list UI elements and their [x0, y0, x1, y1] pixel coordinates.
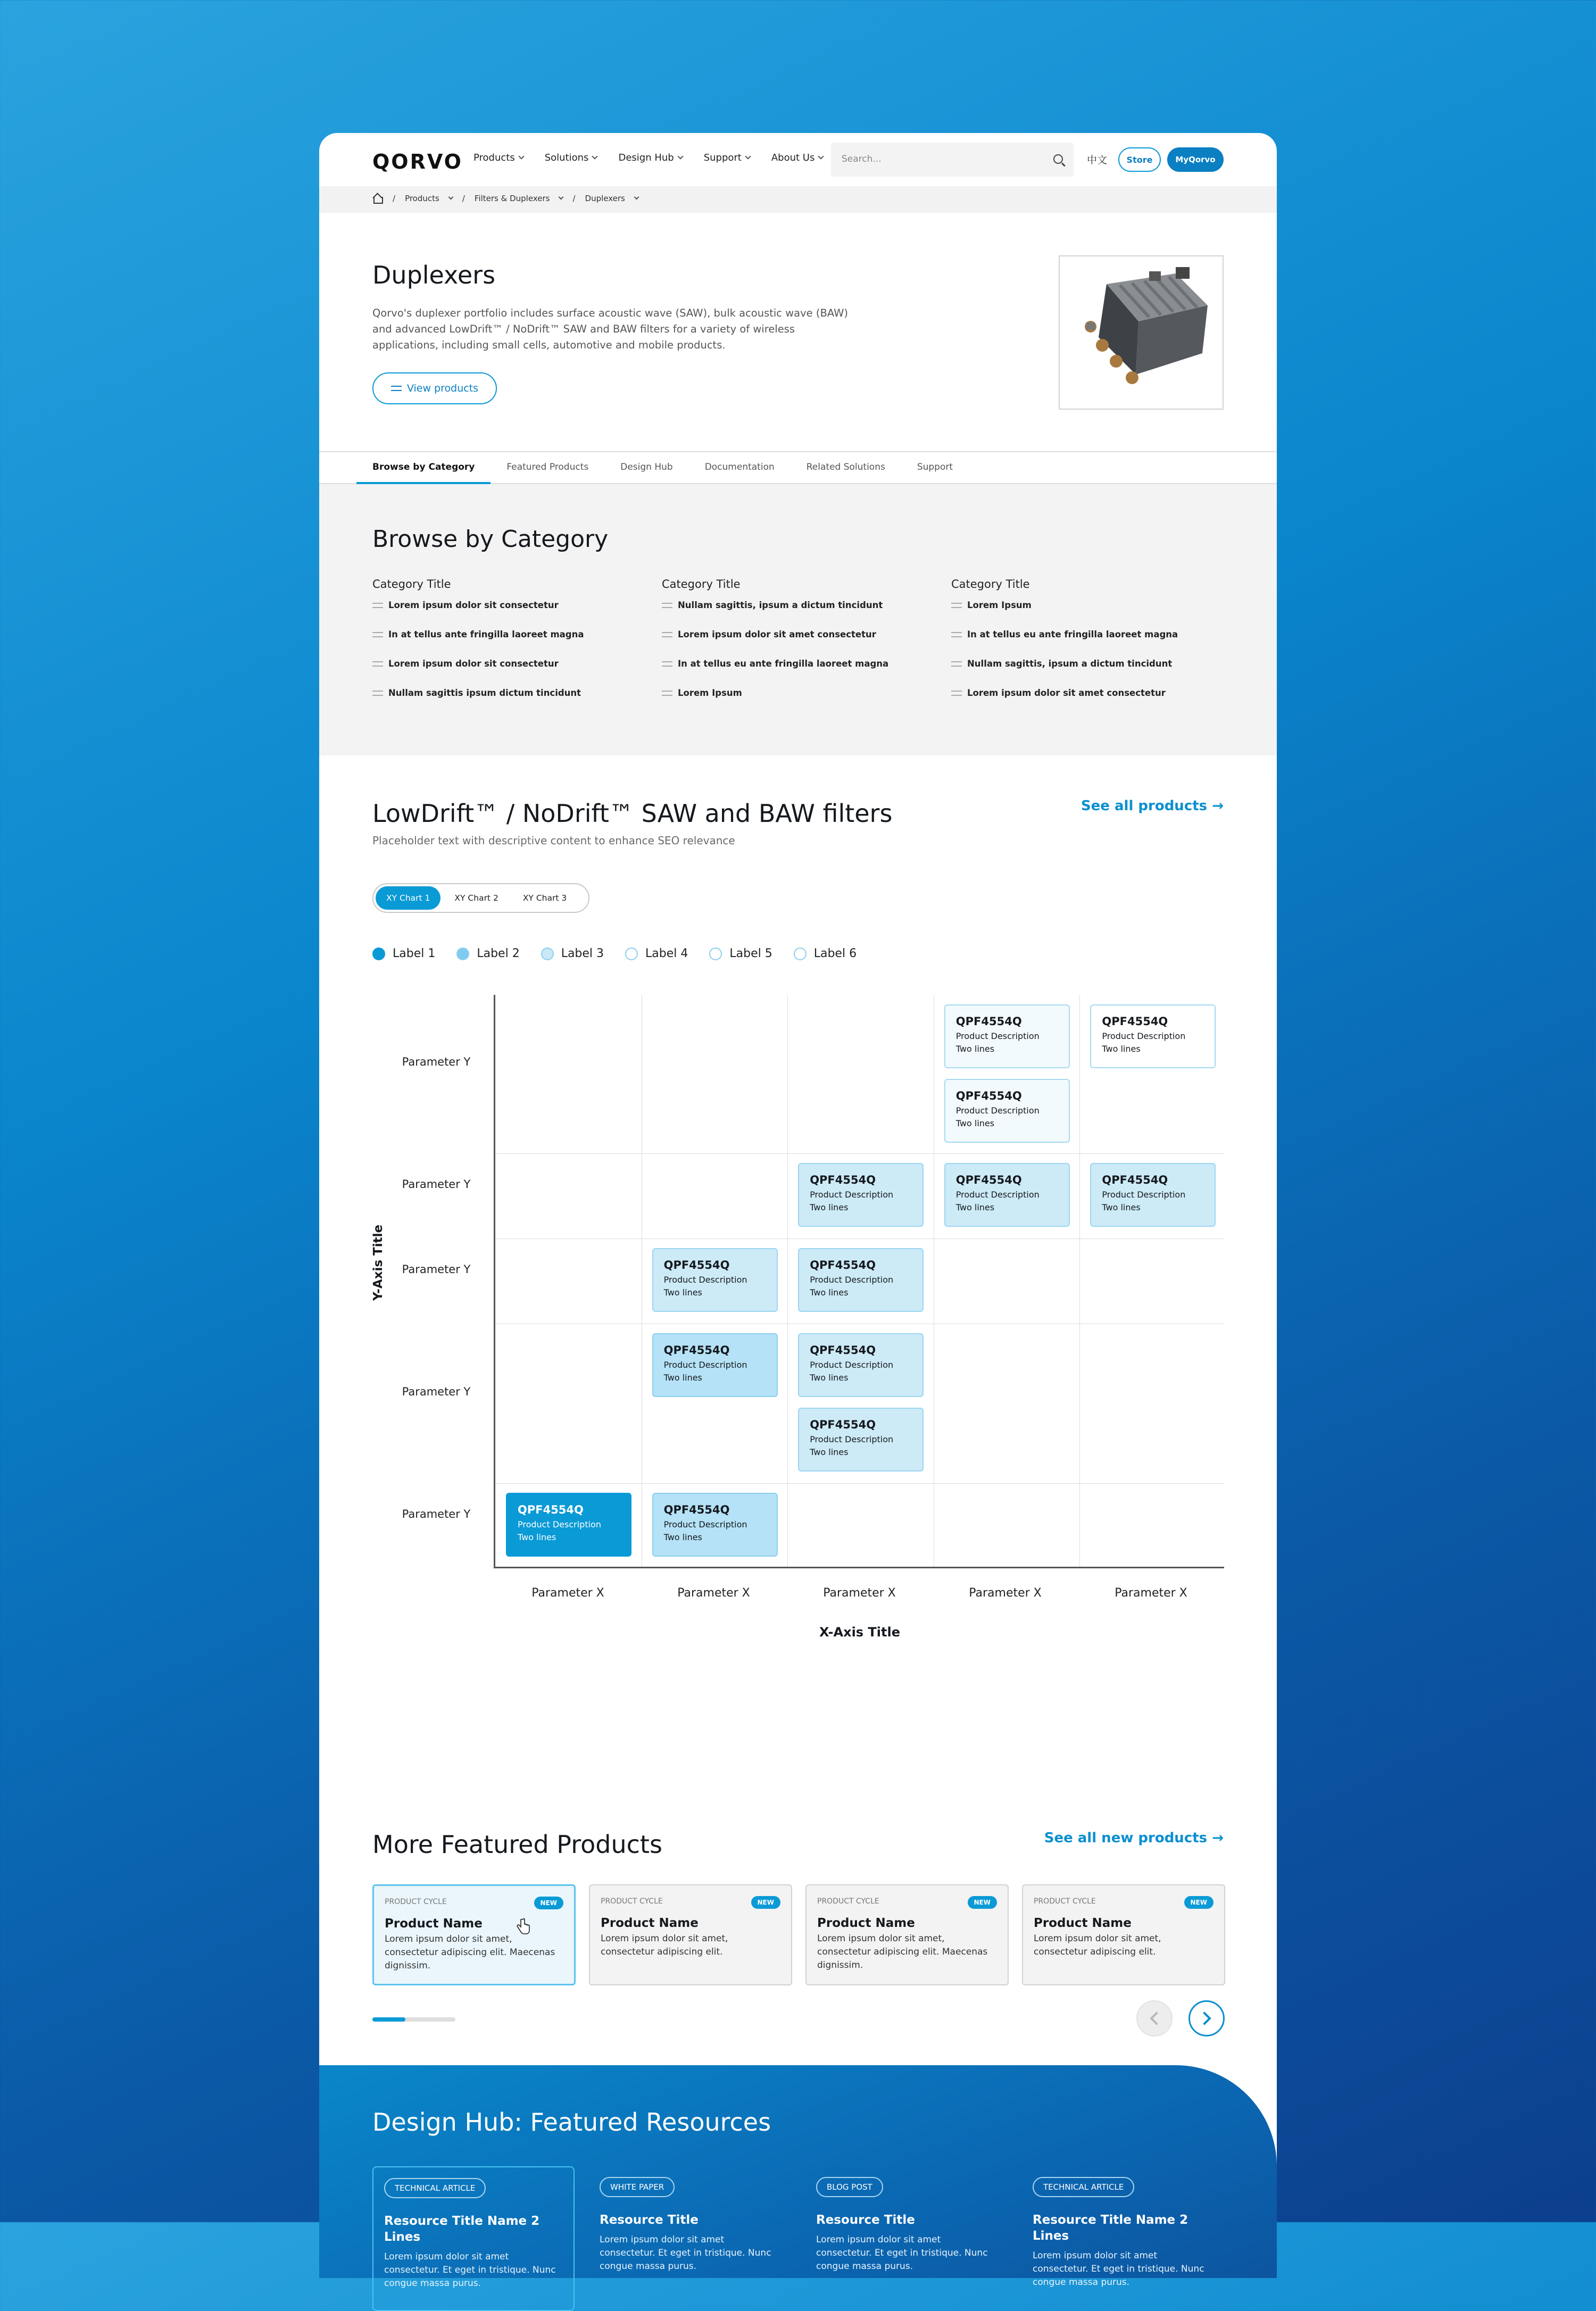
- category-link[interactable]: [951, 600, 1241, 629]
- tab-featured-products[interactable]: Featured Products: [506, 462, 589, 472]
- product-part-number: QPF4554Q: [810, 1418, 876, 1431]
- product-part-number: QPF4554Q: [663, 1259, 730, 1271]
- product-description: Product Description: [663, 1275, 747, 1285]
- filter-icon: [372, 660, 382, 668]
- carousel-prev-button[interactable]: [1136, 2000, 1173, 2036]
- breadcrumb-products[interactable]: Products: [405, 194, 439, 203]
- product-description-line2: Two lines: [955, 1044, 995, 1054]
- x-axis-title: X-Axis Title: [819, 1625, 901, 1640]
- nav-label: Products: [473, 152, 515, 163]
- featured-product-card[interactable]: [589, 1884, 792, 1985]
- legend-item[interactable]: [794, 947, 857, 960]
- category-title: Category Title: [951, 578, 1030, 591]
- product-image: [1059, 255, 1224, 410]
- category-link[interactable]: [372, 688, 662, 717]
- category-link[interactable]: [662, 600, 951, 629]
- product-description: Product Description: [955, 1031, 1040, 1041]
- category-link-label: Lorem ipsum dolor sit consectetur: [388, 659, 559, 669]
- resource-card[interactable]: [1022, 2166, 1224, 2311]
- product-part-number: QPF4554Q: [955, 1174, 1022, 1186]
- category-link-label: Nullam sagittis, ipsum a dictum tincidunt: [967, 659, 1173, 669]
- x-tick-label: Parameter X: [969, 1586, 1042, 1600]
- resource-card[interactable]: [589, 2166, 791, 2311]
- category-link[interactable]: [951, 629, 1241, 659]
- breadcrumb: [319, 186, 1277, 213]
- chart-product-card[interactable]: [506, 1493, 631, 1557]
- see-all-products-link[interactable]: [1081, 798, 1224, 814]
- legend-label: Label 1: [393, 947, 436, 960]
- chevron-right-icon: [1198, 2011, 1211, 2025]
- section-subtitle: Placeholder text with descriptive content to enhance SEO relevance: [372, 834, 735, 847]
- category-link-label: In at tellus eu ante fringilla laoreet magna: [967, 629, 1178, 639]
- legend-label: Label 3: [561, 947, 604, 960]
- category-columns: [372, 578, 1241, 717]
- category-link[interactable]: [951, 659, 1241, 688]
- y-tick-label: Parameter Y: [402, 1178, 471, 1191]
- design-hub-section: [319, 2065, 1277, 2289]
- x-tick-label: Parameter X: [677, 1586, 750, 1600]
- section-tabs: [319, 451, 1277, 484]
- chart-product-card[interactable]: [798, 1163, 924, 1227]
- filter-icon: [951, 689, 961, 697]
- see-all-new-label: See all new products: [1044, 1830, 1208, 1846]
- chart-product-card[interactable]: [798, 1333, 924, 1397]
- arrow-right-icon: →: [1212, 798, 1224, 814]
- filter-icon: [951, 660, 961, 668]
- product-description: Product Description: [810, 1190, 894, 1200]
- product-cycle: PRODUCT CYCLE: [385, 1898, 447, 1906]
- product-description-line2: Two lines: [810, 1202, 849, 1212]
- category-link[interactable]: [662, 688, 951, 717]
- arrow-right-icon: →: [1212, 1830, 1224, 1846]
- filter-icon: [391, 384, 402, 393]
- nav-label: About Us: [771, 152, 815, 163]
- category-link-label: In at tellus eu ante fringilla laoreet magna: [678, 659, 889, 669]
- search-placeholder: Search...: [842, 154, 882, 164]
- page-container: [319, 133, 1277, 2289]
- home-icon[interactable]: [372, 194, 383, 203]
- legend-dot: [709, 947, 722, 960]
- product-name: Product Name: [817, 1916, 915, 1930]
- product-description: Product Description: [518, 1519, 601, 1529]
- legend-dot: [794, 947, 807, 960]
- product-cycle: PRODUCT CYCLE: [817, 1897, 879, 1906]
- category-link-label: Nullam sagittis, ipsum a dictum tincidunt: [678, 600, 883, 610]
- product-part-number: QPF4554Q: [1102, 1015, 1168, 1028]
- legend-item[interactable]: [456, 947, 519, 960]
- product-part-number: QPF4554Q: [1102, 1174, 1168, 1186]
- legend-dot: [372, 947, 385, 960]
- tab-support[interactable]: Support: [917, 462, 953, 472]
- category-link[interactable]: [662, 659, 951, 688]
- chevron-down-icon: [592, 153, 598, 159]
- category-link-label: Nullam sagittis ipsum dictum tincidunt: [388, 688, 581, 698]
- x-tick-label: Parameter X: [1115, 1586, 1187, 1600]
- category-title: Category Title: [372, 578, 451, 591]
- carousel-progress-fill: [372, 2017, 405, 2022]
- resource-description: Lorem ipsum dolor sit amet consectetur. Et eget in tristique. Nunc congue massa purus.: [1033, 2250, 1204, 2288]
- filter-icon: [662, 689, 671, 697]
- chart-tab-3[interactable]: XY Chart 3: [522, 893, 567, 903]
- category-link[interactable]: [951, 688, 1241, 717]
- y-axis-title: Y-Axis Title: [371, 1224, 385, 1301]
- xy-chart: [319, 995, 1277, 1665]
- product-description: Product Description: [810, 1275, 894, 1285]
- product-part-number: QPF4554Q: [518, 1503, 584, 1516]
- resource-card[interactable]: [805, 2166, 1008, 2311]
- category-link[interactable]: [662, 629, 951, 659]
- chart-tabs: [372, 883, 589, 913]
- new-badge: NEW: [968, 1896, 997, 1909]
- product-part-number: QPF4554Q: [663, 1503, 730, 1516]
- legend-label: Label 6: [813, 947, 857, 960]
- chevron-left-icon: [1150, 2011, 1163, 2025]
- y-tick-label: Parameter Y: [402, 1055, 471, 1068]
- category-link-label: In at tellus ante fringilla laoreet magna: [388, 629, 584, 639]
- breadcrumb-filters[interactable]: Filters & Duplexers: [474, 194, 550, 203]
- resource-title: Resource Title: [816, 2213, 915, 2227]
- carousel-next-button[interactable]: [1188, 2000, 1225, 2036]
- category-link-label: Lorem ipsum dolor sit amet consectetur: [967, 688, 1166, 698]
- site-header: [319, 133, 1277, 186]
- product-description-line2: Two lines: [663, 1532, 702, 1542]
- product-description: Product Description: [1102, 1031, 1186, 1041]
- chart-product-card[interactable]: [1090, 1004, 1216, 1068]
- nav-support[interactable]: [704, 152, 750, 163]
- nav-label: Design Hub: [618, 152, 674, 163]
- browse-title: Browse by Category: [372, 526, 609, 553]
- filter-icon: [662, 601, 671, 610]
- chart-product-card[interactable]: [798, 1248, 924, 1312]
- store-button[interactable]: Store: [1118, 147, 1161, 172]
- page-intro: Qorvo's duplexer portfolio includes surface acoustic wave (SAW), bulk acoustic wave (BAW) and advanced LowDrift™ / NoDrift™ SAW and BAW filters for a variety of wireless applications, including small cells, automotive and mobile products.: [372, 307, 849, 351]
- chart-product-card[interactable]: [1090, 1163, 1216, 1227]
- chart-tab-1[interactable]: XY Chart 1: [376, 886, 440, 910]
- product-part-number: QPF4554Q: [955, 1090, 1022, 1102]
- chevron-down-icon[interactable]: [634, 195, 639, 200]
- category-link-label: Lorem Ipsum: [967, 600, 1032, 610]
- resource-tag: BLOG POST: [816, 2177, 883, 2197]
- category-title: Category Title: [662, 578, 741, 591]
- breadcrumb-duplexers[interactable]: Duplexers: [585, 194, 625, 203]
- resource-tag: TECHNICAL ARTICLE: [1033, 2177, 1134, 2197]
- tab-related-solutions[interactable]: Related Solutions: [806, 462, 885, 472]
- see-all-label: See all products: [1080, 798, 1208, 814]
- search-icon[interactable]: [1053, 154, 1063, 164]
- nav-about-us[interactable]: [771, 152, 824, 163]
- chevron-down-icon[interactable]: [559, 195, 564, 200]
- tab-browse-by-category[interactable]: Browse by Category: [356, 452, 491, 483]
- product-description-line2: Two lines: [663, 1373, 702, 1383]
- featured-product-card[interactable]: [805, 1884, 1009, 1985]
- myqorvo-button[interactable]: MyQorvo: [1167, 147, 1224, 172]
- product-description: Product Description: [810, 1434, 894, 1444]
- chart-product-card[interactable]: [798, 1408, 924, 1472]
- filter-icon: [662, 630, 671, 639]
- chart-legend: [372, 947, 857, 960]
- resource-tag: TECHNICAL ARTICLE: [384, 2178, 486, 2198]
- category-column: [662, 578, 951, 717]
- new-badge: NEW: [534, 1897, 563, 1909]
- legend-dot: [541, 947, 554, 960]
- grid-line: [495, 1483, 1224, 1484]
- chart-tab-2[interactable]: XY Chart 2: [454, 893, 498, 903]
- product-description: Product Description: [663, 1360, 747, 1370]
- new-badge: NEW: [1184, 1896, 1213, 1909]
- y-tick-label: Parameter Y: [402, 1385, 471, 1398]
- product-part-number: QPF4554Q: [810, 1259, 876, 1271]
- filter-icon: [372, 630, 382, 639]
- x-tick-label: Parameter X: [531, 1586, 604, 1600]
- chart-product-card[interactable]: [944, 1163, 1070, 1227]
- legend-dot: [456, 947, 469, 960]
- legend-item[interactable]: [372, 947, 435, 960]
- resource-title: Resource Title Name 2 Lines: [1033, 2213, 1188, 2243]
- chart-product-card[interactable]: [652, 1493, 778, 1557]
- nav-solutions[interactable]: [545, 152, 597, 163]
- chevron-down-icon: [677, 153, 683, 159]
- product-description: Lorem ipsum dolor sit amet, consectetur adipiscing elit.: [601, 1933, 728, 1957]
- category-link[interactable]: [372, 600, 662, 629]
- product-description-line2: Two lines: [955, 1118, 995, 1128]
- product-description-line2: Two lines: [810, 1447, 849, 1457]
- category-column: [372, 578, 662, 717]
- grid-line: [495, 1153, 1224, 1154]
- search-input[interactable]: [831, 143, 1074, 177]
- chart-product-card[interactable]: [652, 1248, 778, 1312]
- legend-label: Label 5: [729, 947, 772, 960]
- resource-title: Resource Title: [600, 2213, 699, 2227]
- nav-label: Solutions: [544, 152, 589, 163]
- see-all-new-products-link[interactable]: [1044, 1830, 1224, 1846]
- view-products-label: View products: [406, 383, 479, 394]
- product-description: Product Description: [955, 1105, 1040, 1116]
- product-description: Lorem ipsum dolor sit amet, consectetur adipiscing elit.: [1034, 1933, 1161, 1957]
- language-switch[interactable]: 中文: [1087, 154, 1108, 166]
- category-link[interactable]: [372, 659, 662, 688]
- resource-description: Lorem ipsum dolor sit amet consectetur. Et eget in tristique. Nunc congue massa purus.: [816, 2234, 988, 2272]
- product-name: Product Name: [601, 1916, 699, 1930]
- product-cycle: PRODUCT CYCLE: [1034, 1897, 1096, 1906]
- main-nav: [473, 152, 823, 163]
- product-description: Lorem ipsum dolor sit amet, consectetur adipiscing elit. Maecenas dignissim.: [817, 1933, 988, 1971]
- category-link-label: Lorem Ipsum: [678, 688, 742, 698]
- y-tick-label: Parameter Y: [402, 1508, 471, 1520]
- resource-card[interactable]: [372, 2166, 575, 2311]
- featured-title: More Featured Products: [372, 1830, 662, 1859]
- chevron-down-icon: [818, 153, 824, 159]
- chevron-down-icon[interactable]: [448, 195, 453, 200]
- featured-product-card[interactable]: [372, 1884, 576, 1985]
- chevron-down-icon: [518, 153, 524, 159]
- product-description: Product Description: [1102, 1190, 1186, 1200]
- grid-line: [495, 1238, 1224, 1239]
- product-description: Product Description: [810, 1360, 894, 1370]
- qorvo-logo[interactable]: QORVO: [372, 150, 463, 173]
- filter-icon: [372, 601, 382, 610]
- breadcrumb-separator: /: [572, 194, 576, 203]
- product-description: Product Description: [955, 1190, 1040, 1200]
- legend-item[interactable]: [625, 947, 688, 960]
- breadcrumb-separator: /: [462, 194, 465, 203]
- legend-dot: [625, 947, 638, 960]
- grid-line: [1079, 995, 1080, 1567]
- product-part-number: QPF4554Q: [810, 1174, 876, 1186]
- breadcrumb-separator: /: [393, 194, 396, 203]
- hand-cursor-icon: [516, 1918, 531, 1936]
- product-name: Product Name: [1034, 1916, 1132, 1930]
- product-description: Lorem ipsum dolor sit amet, consectetur adipiscing elit. Maecenas dignissim.: [385, 1934, 555, 1971]
- filter-icon: [951, 601, 961, 610]
- tab-documentation[interactable]: Documentation: [704, 462, 775, 472]
- product-description-line2: Two lines: [1102, 1044, 1141, 1054]
- nav-products[interactable]: [473, 152, 523, 163]
- product-description-line2: Two lines: [810, 1287, 849, 1298]
- chart-product-card[interactable]: [652, 1333, 778, 1397]
- filter-icon: [951, 630, 961, 639]
- category-link-label: Lorem ipsum dolor sit consectetur: [388, 600, 559, 610]
- resource-tag: WHITE PAPER: [600, 2177, 675, 2197]
- carousel-progress: [372, 2017, 455, 2022]
- product-description-line2: Two lines: [1102, 1202, 1141, 1212]
- section-title: LowDrift™ / NoDrift™ SAW and BAW filters: [372, 799, 893, 828]
- resource-title: Resource Title Name 2 Lines: [384, 2214, 540, 2244]
- product-part-number: QPF4554Q: [810, 1344, 876, 1357]
- nav-design-hub[interactable]: [618, 152, 682, 163]
- category-link[interactable]: [372, 629, 662, 659]
- nav-label: Support: [703, 152, 742, 163]
- chevron-down-icon: [745, 153, 751, 159]
- legend-item[interactable]: [709, 947, 772, 960]
- chart-product-card[interactable]: [944, 1079, 1070, 1143]
- legend-label: Label 4: [645, 947, 688, 960]
- resource-description: Lorem ipsum dolor sit amet consectetur. Et eget in tristique. Nunc congue massa purus.: [384, 2251, 556, 2289]
- product-part-number: QPF4554Q: [663, 1344, 730, 1357]
- product-part-number: QPF4554Q: [955, 1015, 1022, 1028]
- legend-item[interactable]: [541, 947, 604, 960]
- product-description-line2: Two lines: [518, 1532, 556, 1542]
- legend-label: Label 2: [477, 947, 520, 960]
- tab-design-hub[interactable]: Design Hub: [620, 462, 673, 472]
- product-cycle: PRODUCT CYCLE: [601, 1897, 663, 1906]
- design-hub-title: Design Hub: Featured Resources: [372, 2108, 771, 2137]
- category-column: [951, 578, 1241, 717]
- product-description: Product Description: [663, 1519, 747, 1529]
- filter-icon: [662, 660, 671, 668]
- chart-grid: [494, 995, 1224, 1568]
- view-products-button[interactable]: [372, 372, 497, 404]
- x-tick-label: Parameter X: [823, 1586, 896, 1600]
- product-name: Product Name: [385, 1917, 483, 1931]
- new-badge: NEW: [751, 1896, 780, 1909]
- chart-product-card[interactable]: [944, 1004, 1070, 1068]
- product-description-line2: Two lines: [663, 1287, 702, 1298]
- grid-line: [787, 995, 788, 1567]
- product-description-line2: Two lines: [810, 1373, 849, 1383]
- filter-icon: [372, 689, 382, 697]
- featured-product-card[interactable]: [1022, 1884, 1225, 1985]
- browse-by-category-section: [319, 484, 1277, 755]
- page-title: Duplexers: [372, 261, 496, 289]
- resource-description: Lorem ipsum dolor sit amet consectetur. Et eget in tristique. Nunc congue massa purus.: [600, 2234, 771, 2272]
- product-description-line2: Two lines: [955, 1202, 995, 1212]
- category-link-label: Lorem ipsum dolor sit amet consectetur: [678, 629, 876, 639]
- y-tick-label: Parameter Y: [402, 1263, 471, 1276]
